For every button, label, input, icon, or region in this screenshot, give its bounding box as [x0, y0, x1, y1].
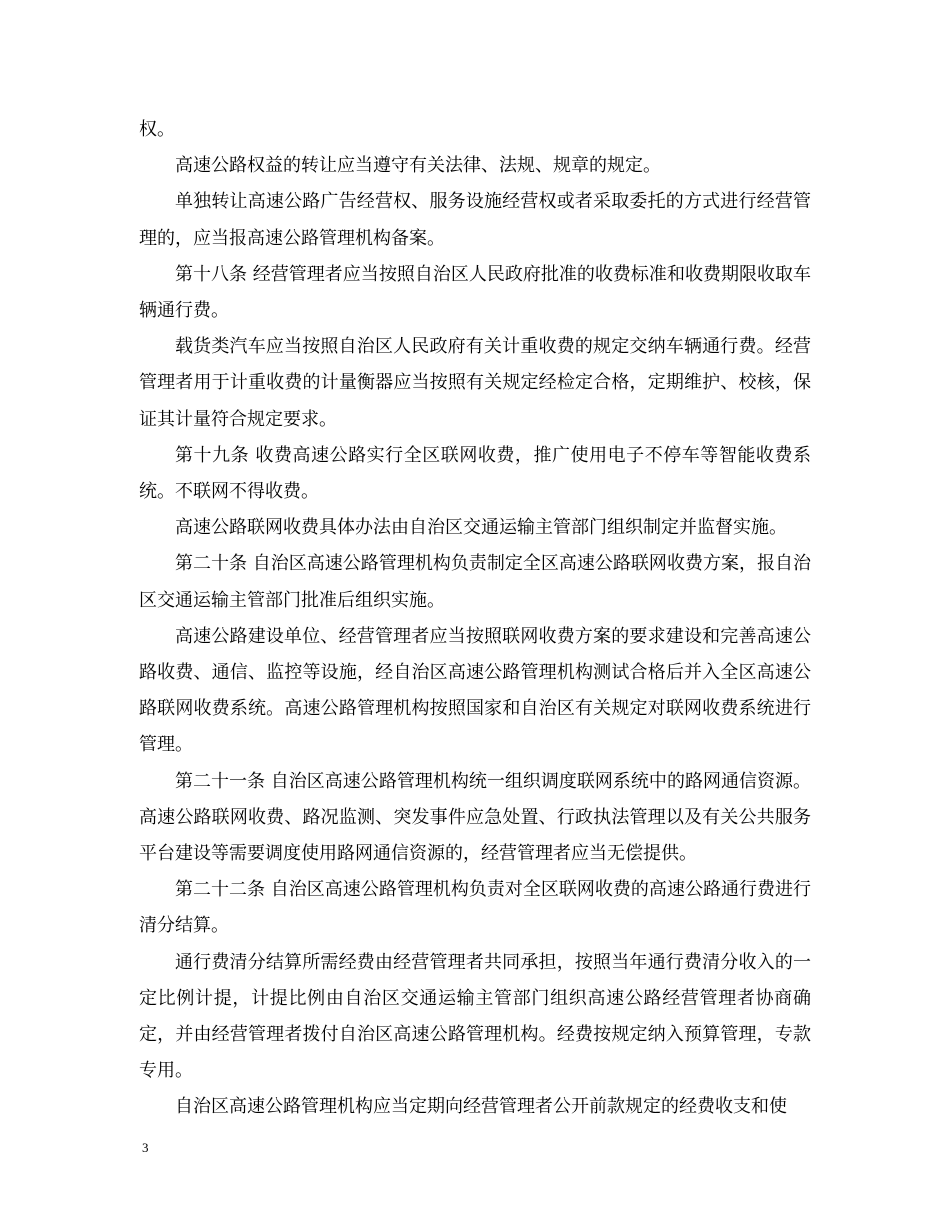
- paragraph: 高速公路联网收费具体办法由自治区交通运输主管部门组织制定并监督实施。: [175, 517, 787, 539]
- paragraph: 单独转让高速公路广告经营权、服务设施经营权或者采取委托的方式进行经营管理的，应当报高速公路管理机构备案。: [139, 191, 811, 249]
- paragraph: 通行费清分结算所需经费由经营管理者共同承担，按照当年通行费清分收入的一定比例计提，计提比例由自治区交通运输主管部门组织高速公路经营管理者协商确定，并由经营管理者拨付自治区高速公路管理机构。经费按规定纳入预算管理，专款专用。: [139, 951, 811, 1082]
- paragraph: 高速公路权益的转让应当遵守有关法律、法规、规章的规定。: [175, 155, 661, 177]
- paragraph: 自治区高速公路管理机构应当定期向经营管理者公开前款规定的经费收支和使: [175, 1096, 787, 1118]
- paragraph-article-19: 第十九条 收费高速公路实行全区联网收费，推广使用电子不停车等智能收费系统。不联网不得收费。: [139, 444, 811, 503]
- paragraph: 高速公路建设单位、经营管理者应当按照联网收费方案的要求建设和完善高速公路收费、通信、监控等设施，经自治区高速公路管理机构测试合格后并入全区高速公路联网收费系统。高速公路管理机构按照国家和自治区有关规定对联网收费系统进行管理。: [139, 625, 811, 756]
- paragraph-article-22: 第二十二条 自治区高速公路管理机构负责对全区联网收费的高速公路通行费进行清分结算。: [139, 879, 811, 937]
- paragraph-article-18: 第十八条 经营管理者应当按照自治区人民政府批准的收费标准和收费期限收取车辆通行费。: [139, 263, 811, 322]
- paragraph: 载货类汽车应当按照自治区人民政府有关计重收费的规定交纳车辆通行费。经营管理者用于计重收费的计量衡器应当按照有关规定经检定合格，定期维护、校核，保证其计量符合规定要求。: [139, 336, 811, 430]
- paragraph-article-21: 第二十一条 自治区高速公路管理机构统一组织调度联网系统中的路网通信资源。高速公路联网收费、路况监测、突发事件应急处置、行政执法管理以及有关公共服务平台建设等需要调度使用路网通信资源的，经营管理者应当无偿提供。: [139, 770, 811, 865]
- document-body: [139, 112, 811, 1126]
- paragraph-article-20: 第二十条 自治区高速公路管理机构负责制定全区高速公路联网收费方案，报自治区交通运输主管部门批准后组织实施。: [139, 553, 811, 611]
- paragraph-continuation: 权。: [139, 119, 175, 140]
- page-number: 3: [142, 1140, 149, 1155]
